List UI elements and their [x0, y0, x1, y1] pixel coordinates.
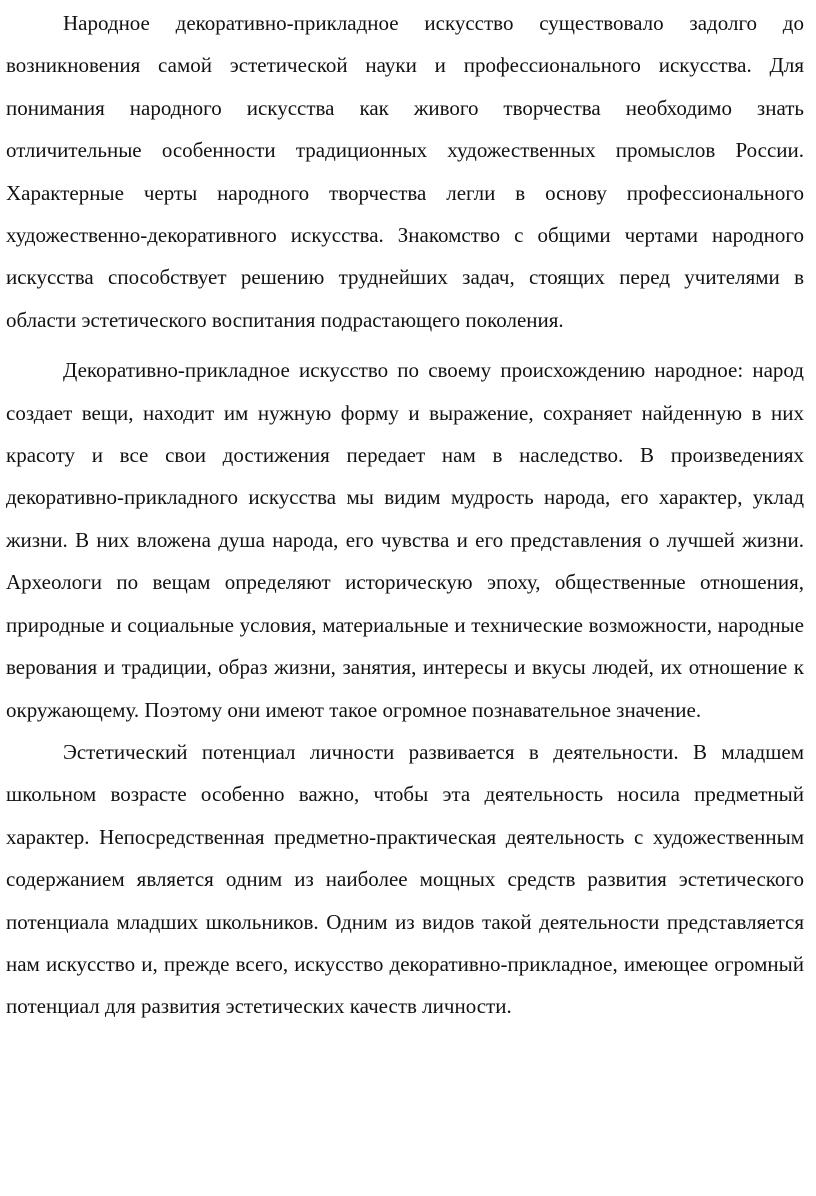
document-page: [6, 2, 804, 1028]
paragraph-3: Эстетический потенциал личности развивается в деятельности. В младшем школьном возрасте особенно важно, чтобы эта деятельность носила предметный характер. Непосредственная предметно-практическая деятельность с художественным содержанием является одним из наиболее мощных средств развития эстетического потенциала младших школьников. Одним из видов такой деятельности представляется нам искусство и, прежде всего, искусство декоративно-прикладное, имеющее огромный потенциал для развития эстетических качеств личности.: [6, 739, 804, 1019]
paragraph-2: Декоративно-прикладное искусство по своему происхождению народное: народ создает вещи, находит им нужную форму и выражение, сохраняет найденную в них красоту и все свои достижения передает нам в наследство. В произведениях декоративно-прикладного искусства мы видим мудрость народа, его характер, уклад жизни. В них вложена душа народа, его чувства и его представления о лучшей жизни. Археологи по вещам определяют историческую эпоху, общественные отношения, природные и социальные условия, материальные и технические возможности, народные верования и традиции, образ жизни, занятия, интересы и вкусы людей, их отношение к окружающему. Поэтому они имеют такое огромное познавательное значение.: [6, 358, 804, 722]
paragraph-1: Народное декоративно-прикладное искусство существовало задолго до возникновения самой эстетической науки и профессионального искусства. Для понимания народного искусства как живого творчества необходимо знать отличительные особенности традиционных художественных промыслов России. Характерные черты народного творчества легли в основу профессионального художественно-декоративного искусства. Знакомство с общими чертами народного искусства способствует решению труднейших задач, стоящих перед учителями в области эстетического воспитания подрастающего поколения.: [6, 11, 804, 332]
